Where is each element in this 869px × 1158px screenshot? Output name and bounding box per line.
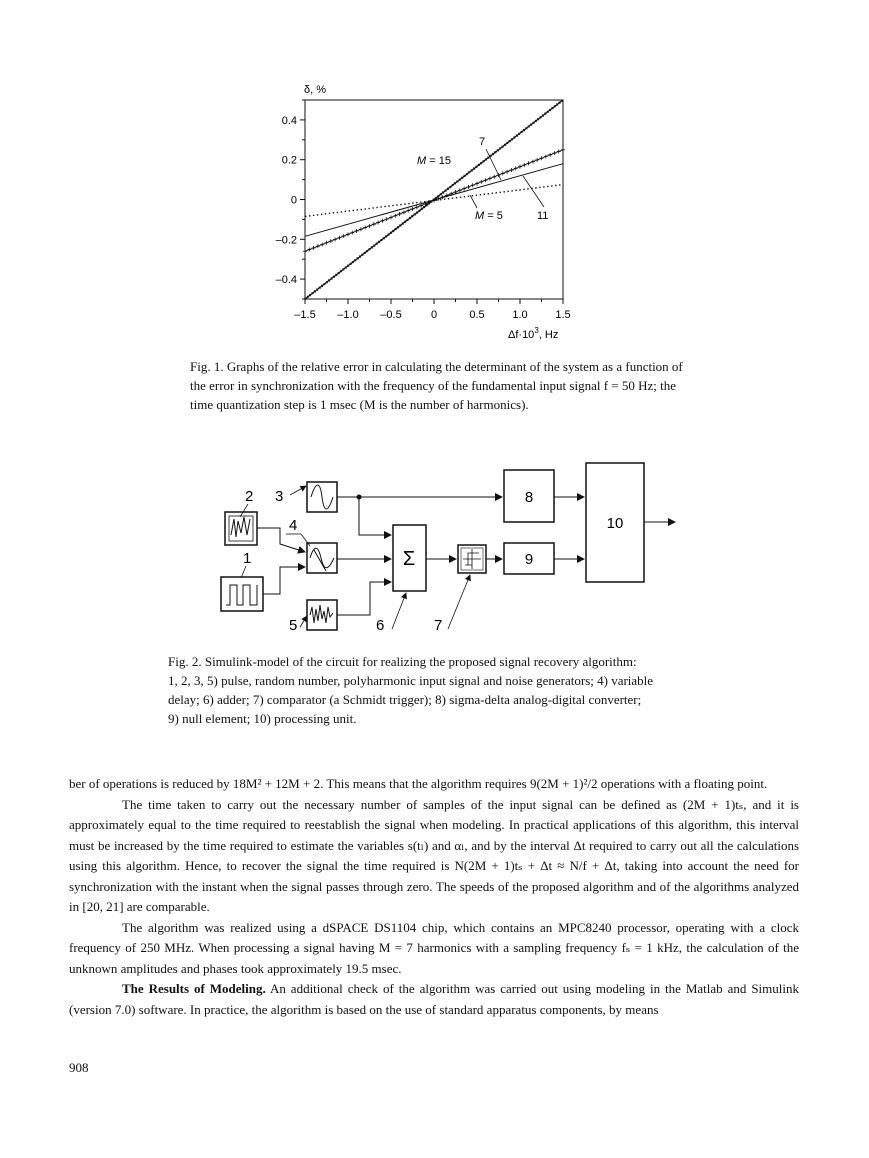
x-tick-label: 1.5 — [555, 309, 571, 321]
label-7: 7 — [479, 136, 486, 148]
plus-marker — [544, 155, 548, 159]
plus-marker — [385, 217, 389, 221]
plus-marker — [535, 158, 539, 162]
plus-marker — [471, 183, 475, 187]
y-tick-label: 0.2 — [281, 154, 297, 167]
plus-marker — [368, 224, 372, 228]
figure-1-caption: Fig. 1. Graphs of the relative error in calculating the determinant of the system as a function of the error in synchronization with the frequency of the fundamental input signal f = 50 Hz; the time quantization step is 1 msec (M is the number of harmonics). — [190, 359, 683, 412]
paragraph-3: The algorithm was realized using a dSPACE DS1104 chip, which contains an MPC8240 processor, operating with a clock frequency of 250 MHz. When processing a signal having M = 7 harmonics with a sampling frequency fₛ = 1 kHz, the calculation of the unknown amplitudes and phases took approximately 19.5 msec. — [69, 919, 799, 976]
plus-marker — [372, 222, 376, 226]
body-text — [69, 774, 799, 1020]
x-tick-label: 1.0 — [512, 309, 528, 321]
x-tick-label: –0.5 — [380, 309, 402, 321]
plus-marker — [359, 227, 363, 231]
paragraph-4-text: An additional check of the algorithm was carried out using modeling in the Matlab and Simulink (version 7.0) software. In practice, the algorithm is based on the use of standard apparatus components, by means — [69, 981, 799, 1017]
block-10-label: 10 — [606, 515, 624, 532]
plus-marker — [320, 242, 324, 246]
leader-m5 — [470, 195, 477, 208]
plus-marker — [484, 178, 488, 182]
plus-marker — [518, 165, 522, 169]
plus-marker — [355, 229, 359, 233]
figure-2-caption-line-3: delay; 6) adder; 7) comparator (a Schmidt trigger); 8) sigma-delta analog-digital converter; — [168, 692, 642, 707]
sum-symbol: Σ — [402, 548, 416, 570]
plus-marker — [363, 226, 367, 230]
plus-marker — [402, 210, 406, 214]
block-4-variable-delay — [307, 543, 337, 573]
svg-text:2: 2 — [245, 488, 254, 505]
plus-marker — [329, 239, 333, 243]
plus-marker — [316, 244, 320, 248]
block-2-random-generator — [225, 512, 257, 545]
plus-marker — [522, 163, 526, 167]
svg-text:5: 5 — [289, 617, 298, 634]
plot-area — [303, 100, 565, 299]
plus-marker — [376, 220, 380, 224]
plus-marker — [505, 170, 509, 174]
plus-marker — [514, 166, 518, 170]
x-tick-label: –1.0 — [337, 309, 359, 321]
figure-2-caption-line-4: 9) null element; 10) processing unit. — [168, 711, 357, 726]
plus-marker — [380, 219, 384, 223]
leader-11 — [523, 176, 544, 207]
x-axis-label: $\Delta f\cdot 10^3$, Hz — [508, 326, 559, 341]
y-axis-ticks — [276, 100, 305, 299]
block-number-labels — [240, 486, 470, 634]
plus-marker — [527, 161, 531, 165]
y-tick-label: 0 — [290, 194, 297, 207]
svg-text:4: 4 — [289, 517, 298, 534]
label-11: 11 — [537, 210, 549, 222]
label-m15: M = 15 — [417, 155, 451, 167]
block-5-noise-generator — [307, 600, 337, 630]
plus-marker — [411, 207, 415, 211]
plus-marker — [531, 160, 535, 164]
plus-marker — [337, 236, 341, 240]
plus-marker — [466, 185, 470, 189]
figure-2-caption-line-2: 1, 2, 3, 5) pulse, random number, polyharmonic input signal and noise generators; 4) variable — [168, 673, 654, 688]
label-m5: M = 5 — [475, 210, 503, 222]
paragraph-1: ber of operations is reduced by 18M² + 12M + 2. This means that the algorithm requires 9(2M + 1)²/2 operations with a floating point. — [69, 776, 768, 791]
plus-marker — [346, 232, 350, 236]
y-axis-label: δ, % — [304, 84, 327, 96]
page-number: 908 — [69, 1060, 89, 1075]
plus-marker — [393, 214, 397, 218]
plus-marker — [342, 234, 346, 238]
svg-text:6: 6 — [376, 617, 385, 634]
plus-marker — [406, 209, 410, 213]
block-8-label: 8 — [524, 489, 534, 506]
y-tick-label: –0.4 — [275, 274, 297, 287]
figure-2-caption-line-1: Fig. 2. Simulink-model of the circuit for realizing the proposed signal recovery algorithm: — [168, 654, 637, 669]
x-axis-ticks — [294, 299, 570, 321]
plus-marker — [325, 241, 329, 245]
plus-marker — [475, 182, 479, 186]
plus-marker — [389, 215, 393, 219]
svg-text:7: 7 — [434, 617, 443, 634]
x-tick-label: 0 — [430, 309, 438, 321]
series-2 — [305, 164, 563, 237]
plus-marker — [415, 205, 419, 209]
plus-marker — [501, 171, 505, 175]
plus-marker — [488, 177, 492, 181]
svg-text:1: 1 — [243, 550, 252, 567]
plus-marker — [458, 188, 462, 192]
paragraph-2: The time taken to carry out the necessary number of samples of the input signal can be defined as (2M + 1)tₛ, and it is approximately equal to the time required to reestablish the signal when modeling. In practical applications of this algorithm, this interval must be increased by the time required to estimate the variables s(tₗ) and αₗ, and by the interval Δt required to carry out all the calculations using this algorithm. Hence, to recover the signal the time required is N(2M + 1)tₛ + Δt ≈ N/f + Δt, taking into account the need for synchronization with the instant when the signal passes through zero. The speeds of the proposed algorithm and of the algorithms analyzed in [20, 21] are comparable. — [69, 796, 799, 914]
section-heading: The Results of Modeling. — [122, 981, 266, 996]
plus-marker — [307, 248, 311, 252]
plus-marker — [492, 175, 496, 179]
block-9-label: 9 — [524, 551, 534, 568]
figure-2-caption — [168, 652, 708, 728]
x-tick-label: –1.5 — [294, 309, 316, 321]
plus-marker — [462, 187, 466, 191]
svg-text:3: 3 — [275, 488, 284, 505]
plus-marker — [333, 237, 337, 241]
plus-marker — [350, 231, 354, 235]
y-tick-label: –0.2 — [275, 234, 297, 247]
series-line — [305, 164, 563, 237]
paragraph-4 — [69, 979, 799, 1020]
plus-marker — [479, 180, 483, 184]
y-tick-label: 0.4 — [281, 114, 297, 127]
plus-marker — [552, 151, 556, 155]
plus-marker — [540, 156, 544, 160]
plus-marker — [398, 212, 402, 216]
plus-marker — [548, 153, 552, 157]
plus-marker — [557, 149, 561, 153]
figure-2-diagram — [210, 455, 690, 640]
plus-marker — [312, 246, 316, 250]
plus-marker — [509, 168, 513, 172]
figure-1-chart — [260, 75, 590, 350]
x-tick-label: 0.5 — [469, 309, 485, 321]
